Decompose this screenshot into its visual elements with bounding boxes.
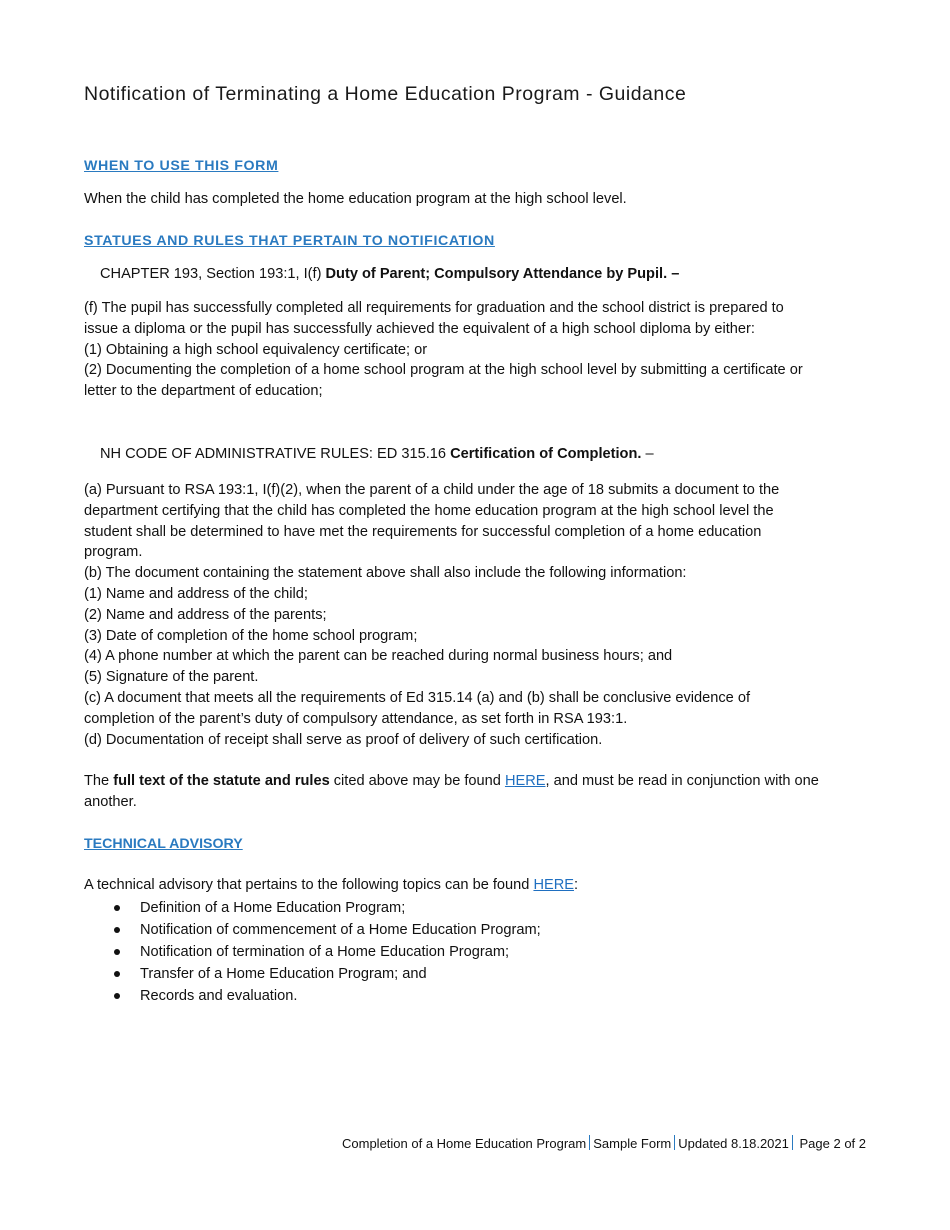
rules-text-line: (a) Pursuant to RSA 193:1, I(f)(2), when the parent of a child under the age of 18 submits a document to the xyxy=(84,482,780,498)
when-to-use-text: When the child has completed the home education program at the high school level. xyxy=(84,191,627,207)
bullet-icon xyxy=(114,949,120,955)
full-text-bold: full text of the statute and rules xyxy=(113,773,330,789)
list-item-text: Notification of commencement of a Home Education Program; xyxy=(140,922,541,938)
full-text-note xyxy=(84,771,874,813)
full-text-suffix: , and must be read in conjunction with one xyxy=(545,773,819,789)
chapter-text-line: letter to the department of education; xyxy=(84,383,323,400)
list-item-text: Definition of a Home Education Program; xyxy=(140,900,406,916)
bullet-icon xyxy=(114,905,120,911)
heading-when-to-use: WHEN TO USE THIS FORM xyxy=(84,158,279,174)
advisory-intro xyxy=(84,875,874,896)
list-item-text: Notification of termination of a Home Education Program; xyxy=(140,944,510,960)
footer-divider xyxy=(589,1135,590,1150)
chapter-text-line: (2) Documenting the completion of a home school program at the high school level by submitting a certificate or xyxy=(84,362,803,379)
rules-text-line: (1) Name and address of the child; xyxy=(84,585,308,602)
rules-text-line: (c) A document that meets all the requirements of Ed 315.14 (a) and (b) shall be conclusive evidence of xyxy=(84,689,751,706)
advisory-intro-text: A technical advisory that pertains to the following topics can be found xyxy=(84,877,534,893)
rules-reference-title: Certification of Completion. xyxy=(450,446,642,462)
rules-text-line: completion of the parent’s duty of compulsory attendance, as set forth in RSA 193:1. xyxy=(84,710,628,727)
rules-text-line: (b) The document containing the statement above shall also include the following information: xyxy=(84,565,687,582)
chapter-text-line: issue a diploma or the pupil has successfully achieved the equivalent of a high school diploma by either: xyxy=(84,320,755,337)
bullet-icon xyxy=(114,927,120,933)
bullet-icon xyxy=(114,993,120,999)
statute-rules-link[interactable]: HERE xyxy=(504,773,546,789)
chapter-text-line: (f) The pupil has successfully completed all requirements for graduation and the school district is prepared to xyxy=(84,300,784,316)
list-item-text: Records and evaluation. xyxy=(140,988,298,1004)
footer-form-type: Sample Form xyxy=(593,1136,672,1151)
heading-statutes-rules: STATUES AND RULES THAT PERTAIN TO NOTIFICATION xyxy=(84,233,495,249)
rules-reference-suffix: – xyxy=(641,446,654,462)
chapter-text xyxy=(84,298,874,402)
rules-text-line: department certifying that the child has completed the home education program at the high school level the xyxy=(84,502,774,519)
rules-text-line: (2) Name and address of the parents; xyxy=(84,606,327,623)
chapter-reference xyxy=(100,264,890,285)
chapter-reference-title: Duty of Parent; Compulsory Attendance by Pupil. – xyxy=(325,266,680,282)
heading-technical-advisory: TECHNICAL ADVISORY xyxy=(84,836,243,852)
rules-reference xyxy=(100,444,890,465)
footer-divider xyxy=(792,1135,793,1150)
footer-updated-date: Updated 8.18.2021 xyxy=(678,1136,789,1151)
chapter-text-line: (1) Obtaining a high school equivalency certificate; or xyxy=(84,341,428,358)
footer-page-number: Page 2 of 2 xyxy=(799,1136,866,1151)
rules-text-line: (5) Signature of the parent. xyxy=(84,669,259,686)
list-item xyxy=(84,919,541,941)
technical-advisory-link[interactable]: HERE xyxy=(533,877,574,893)
list-item xyxy=(84,963,541,985)
rules-text-line: (3) Date of completion of the home school program; xyxy=(84,627,418,644)
list-item-text: Transfer of a Home Education Program; and xyxy=(140,966,427,982)
footer-document-name: Completion of a Home Education Program xyxy=(342,1136,587,1151)
advisory-intro-suffix: : xyxy=(573,877,579,893)
rules-text-line: (d) Documentation of receipt shall serve as proof of delivery of such certification. xyxy=(84,731,603,748)
chapter-reference-prefix: CHAPTER 193, Section 193:1, I(f) xyxy=(100,266,326,282)
full-text-note-line: another. xyxy=(84,793,137,810)
bullet-icon xyxy=(114,971,120,977)
rules-text xyxy=(84,480,874,750)
rules-text-line: (4) A phone number at which the parent can be reached during normal business hours; and xyxy=(84,648,673,665)
rules-text-line: student shall be determined to have met the requirements for successful completion of a home education xyxy=(84,523,762,540)
list-item xyxy=(84,941,541,963)
rules-text-line: program. xyxy=(84,544,143,561)
advisory-topic-list xyxy=(84,897,541,1007)
full-text-mid: cited above may be found xyxy=(329,773,505,789)
footer-divider xyxy=(674,1135,675,1150)
list-item xyxy=(84,897,541,919)
page-footer xyxy=(342,1134,866,1155)
rules-reference-prefix: NH CODE OF ADMINISTRATIVE RULES: ED 315.16 xyxy=(100,446,451,462)
full-text-note-line xyxy=(84,771,874,792)
page-title: Notification of Terminating a Home Education Program - Guidance xyxy=(84,83,687,105)
full-text-prefix: The xyxy=(84,773,114,789)
list-item xyxy=(84,985,541,1007)
